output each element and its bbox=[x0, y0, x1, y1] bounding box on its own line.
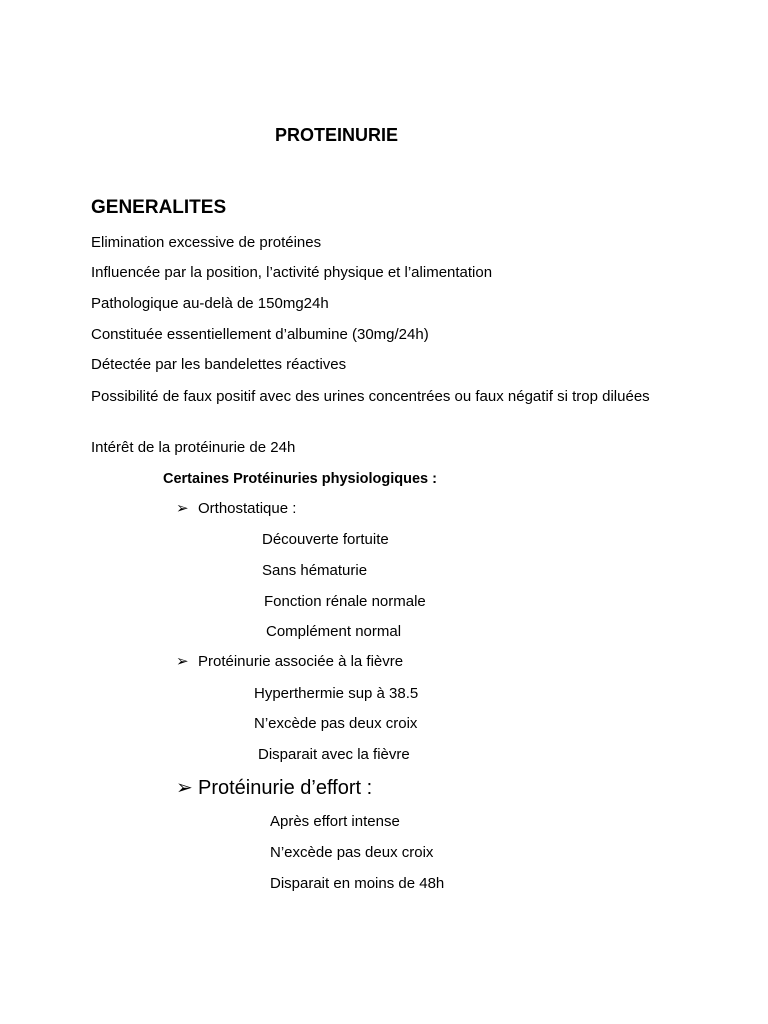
generalites-line: Détectée par les bandelettes réactives bbox=[91, 356, 347, 373]
group-item: Hyperthermie sup à 38.5 bbox=[254, 685, 419, 702]
group-item: Découverte fortuite bbox=[262, 531, 389, 548]
group-label: Protéinurie d’effort : bbox=[198, 777, 373, 799]
group-item: Complément normal bbox=[266, 623, 402, 640]
arrow-bullet-icon: ➢ bbox=[176, 777, 193, 799]
group-item: Après effort intense bbox=[270, 813, 400, 830]
group-item: N’excède pas deux croix bbox=[254, 715, 418, 732]
group-label: Protéinurie associée à la fièvre bbox=[198, 653, 404, 670]
arrow-bullet-icon: ➢ bbox=[176, 500, 189, 517]
group-item: Fonction rénale normale bbox=[264, 593, 426, 610]
generalites-line: Pathologique au-delà de 150mg24h bbox=[91, 295, 329, 312]
arrow-bullet-icon: ➢ bbox=[176, 653, 189, 670]
section-heading-generalites: GENERALITES bbox=[91, 197, 227, 218]
generalites-line: Influencée par la position, l’activité physique et l’alimentation bbox=[91, 264, 493, 281]
group-fievre bbox=[176, 652, 403, 672]
group-item: Disparait avec la fièvre bbox=[258, 746, 410, 763]
generalites-line: Possibilité de faux positif avec des urines concentrées ou faux négatif si trop diluées bbox=[91, 388, 650, 405]
group-item: Disparait en moins de 48h bbox=[270, 875, 445, 892]
document-title: PROTEINURIE bbox=[275, 125, 399, 145]
group-orthostatique bbox=[176, 499, 296, 519]
group-item: N’excède pas deux croix bbox=[270, 844, 434, 861]
generalites-line: Constituée essentiellement d’albumine (30mg/24h) bbox=[91, 326, 429, 343]
generalites-line: Elimination excessive de protéines bbox=[91, 234, 322, 251]
group-label: Orthostatique : bbox=[198, 500, 297, 517]
group-effort bbox=[176, 776, 372, 800]
physio-heading: Certaines Protéinuries physiologiques : bbox=[163, 471, 437, 487]
generalites-line: Intérêt de la protéinurie de 24h bbox=[91, 439, 296, 456]
group-item: Sans hématurie bbox=[262, 562, 368, 579]
